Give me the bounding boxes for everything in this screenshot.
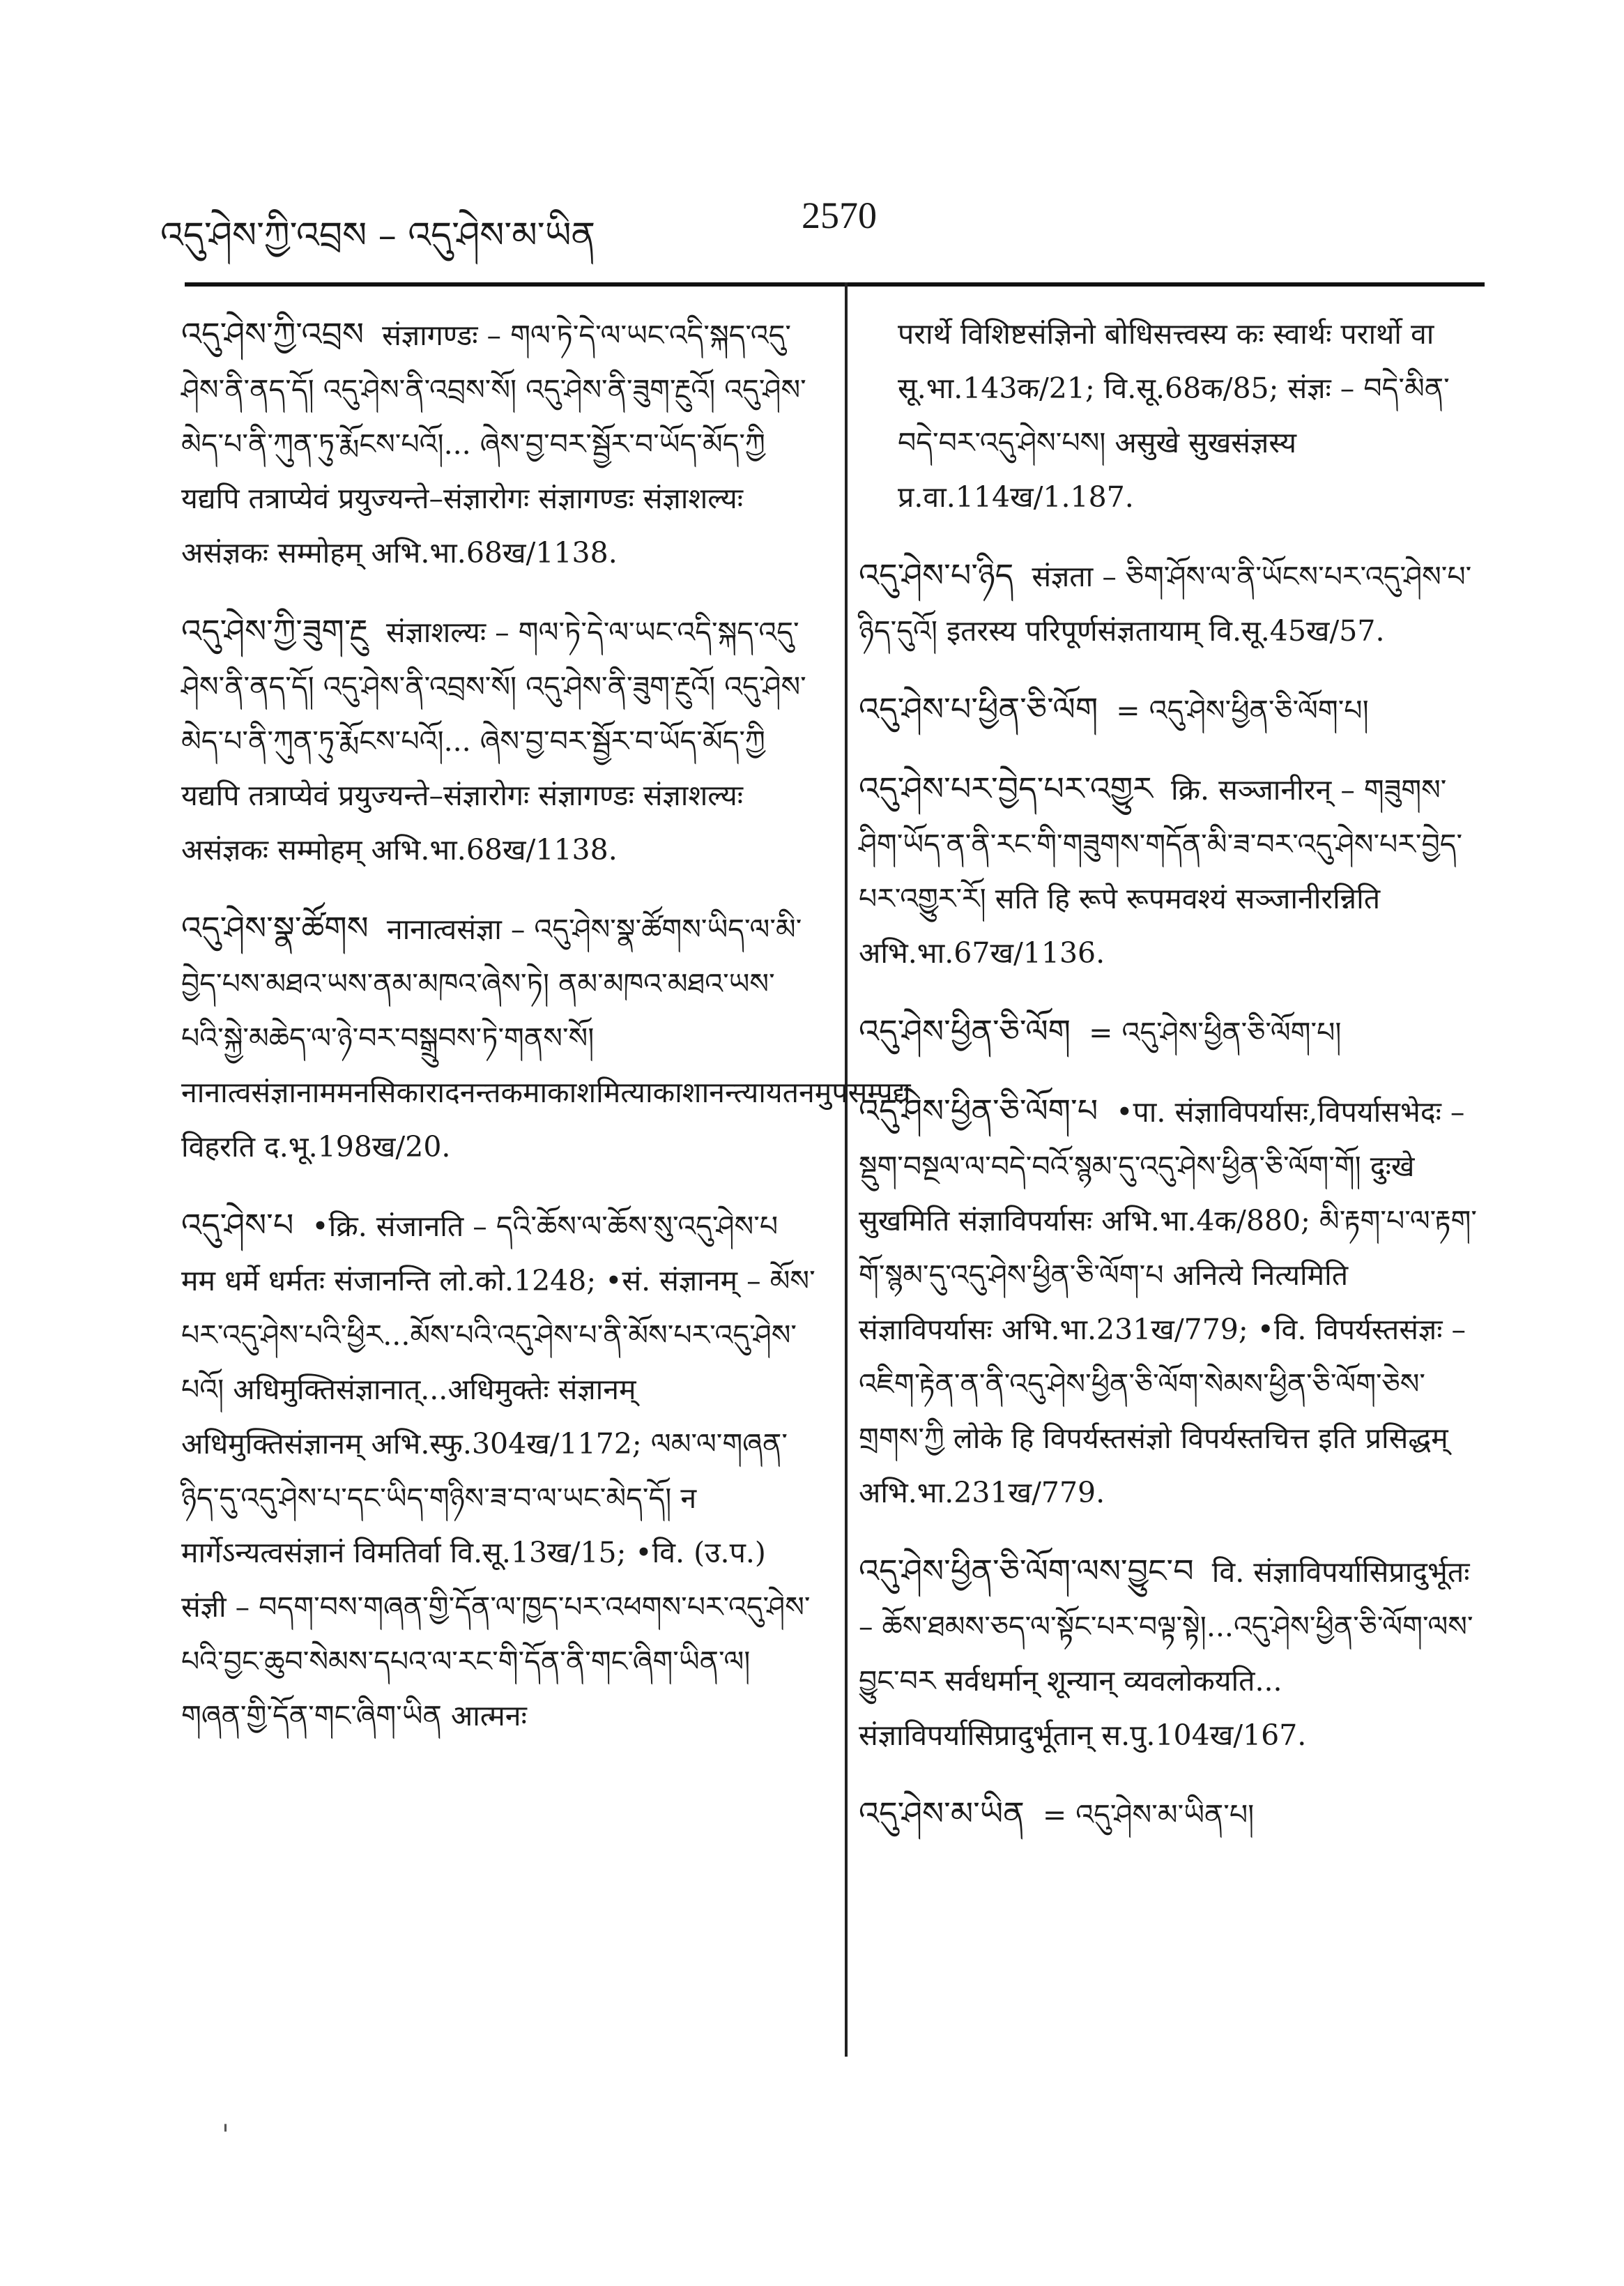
headword: འདུ་ཤེས་ཀྱི་འབྲས xyxy=(181,315,365,353)
dictionary-entry xyxy=(859,682,1479,738)
dictionary-entry xyxy=(181,307,815,580)
entry-body: नानात्वसंज्ञा – འདུ་ཤེས་སྣ་ཚོགས་ཡིད་ལ་མི་བྱེད་པས་མཐའ་ཡས་ནམ་མཁའ་ཞེས་ཏེ། ནམ་མཁའ་མཐའ་ཡས་པའི་སྐྱེ་མཆེད་ལ་ཉེ་བར་བསྒྲུབས་ཏེ་གནས་སོ། नानात्वसंज्ञानाममनसिकारादनन्तकमाकाशमित्याकाशानन्त्यायतनमुपसम्पद्य विहरति द.भू.198ख/20. xyxy=(181,913,911,1164)
header-rule xyxy=(185,282,1485,287)
page-number: 2570 xyxy=(802,195,877,236)
dictionary-entry xyxy=(859,548,1479,658)
dictionary-entry xyxy=(859,1083,1479,1520)
dictionary-entry xyxy=(181,901,911,1174)
headword: འདུ་ཤེས་པ་ཕྱིན་ཅི་ལོག xyxy=(859,690,1098,728)
running-head: འདུ་ཤེས་ཀྱི་འབྲས – འདུ་ཤེས་མ་ཡིན xyxy=(160,215,596,257)
headword: འདུ་ཤེས་ཕྱིན་ཅི་ལོག་ལས་བྱུང་བ xyxy=(859,1552,1194,1590)
headword: འདུ་ཤེས་ཕྱིན་ཅི་ལོག xyxy=(859,1012,1071,1050)
dictionary-entry xyxy=(859,1004,1479,1060)
headword: འདུ་ཤེས་པ་ཉིད xyxy=(859,556,1014,594)
entry-body: संज्ञता – ཅིག་ཤོས་ལ་ནི་ཡོངས་པར་འདུ་ཤེས་པ་ཉིད་དུའོ། इतरस्य परिपूर्णसंज्ञतायाम् वि.सू.45ख/57. xyxy=(859,560,1472,648)
left-column xyxy=(181,307,911,1767)
headword: འདུ་ཤེས་པ xyxy=(181,1206,294,1244)
headword: འདུ་ཤེས་མ་ཡིན xyxy=(859,1794,1025,1832)
headword: འདུ་ཤེས་ཀྱི་ཟུག་རྔུ xyxy=(181,612,368,650)
headword: འདུ་ཤེས་པར་བྱེད་པར་འགྱུར xyxy=(859,770,1153,807)
entry-body: परार्थे विशिष्टसंज्ञिनो बोधिसत्त्वस्य कः स्वार्थः परार्थो वा सू.भा.143क/21; वि.सू.68क/85; संज्ञः – བདེ་མིན་བདེ་བར་འདུ་ཤེས་པས། असुखे सुखसंज्ञस्य प्र.वा.114ख/1.187. xyxy=(898,317,1450,514)
page-header xyxy=(160,188,1485,257)
entry-body: •क्रि. संजानति – དའི་ཆོས་ལ་ཆོས་སུ་འདུ་ཤེས་པ मम धर्मे धर्मतः संजानन्ति लो.को.1248; •सं. संज्ञानम् – མོས་པར་འདུ་ཤེས་པའི་ཕྱིར...མོས་པའི་འདུ་ཤེས་པ་ནི་མོས་པར་འདུ་ཤེས་པའོ། अधिमुक्तिसंज्ञानात्...अधिमुक्तेः संज्ञानम् अधिमुक्तिसंज्ञानम् अभि.स्फु.304ख/1172; ལམ་ལ་གཞན་ཉིད་དུ་འདུ་ཤེས་པ་དང་ཡིད་གཉིས་ཟ་བ་ལ་ཡང་མེད་དོ། न मार्गेऽन्यत्वसंज्ञानं विमतिर्वा वि.सू.13ख/15; •वि. (उ.प.) संज्ञी – བདག་བས་གཞན་གྱི་དོན་ལ་ཁྱད་པར་འཕགས་པར་འདུ་ཤེས་པའི་བྱང་ཆུབ་སེམས་དཔའ་ལ་རང་གི་དོན་ནི་གང་ཞིག་ཡིན་ལ། གཞན་གྱི་དོན་གང་ཞིག་ཡིན आत्मनः xyxy=(181,1210,815,1732)
dictionary-entry-continuation xyxy=(859,307,1479,524)
dictionary-entry xyxy=(859,761,1479,980)
right-column xyxy=(859,307,1479,1866)
column-divider xyxy=(845,282,848,2057)
headword: འདུ་ཤེས་ཕྱིན་ཅི་ལོག་པ xyxy=(859,1092,1098,1129)
entry-body: क्रि. सञ्जानीरन् – གཟུགས་ཤིག་ཡོད་ན་ནི་རང་གི་གཟུགས་གདོན་མི་ཟ་བར་འདུ་ཤེས་པར་བྱེད་པར་འགྱུར་རོ། सति हि रूपे रूपमवश्यं सञ्जानीरन्निति अभि.भा.67ख/1136. xyxy=(859,773,1463,970)
entry-body: संज्ञाशल्यः – གལ་ཏེ་དེ་ལ་ཡང་འདི་སྐད་འདུ་ཤེས་ནི་ནད་དོ། འདུ་ཤེས་ནི་འབྲས་སོ། འདུ་ཤེས་ནི་ཟུག་རྔུའོ། འདུ་ཤེས་མེད་པ་ནི་ཀུན་ཏུ་རྨོངས་པའོ།... ཞེས་བྱ་བར་སྦྱོར་བ་ཡོད་མོད་ཀྱི यद्यपि तत्राप्येवं प्रयुज्यन्ते–संज्ञारोगः संज्ञागण्डः संज्ञाशल्यः असंज्ञकः सम्मोहम् अभि.भा.68ख/1138. xyxy=(181,616,806,867)
dictionary-entry xyxy=(181,1198,815,1743)
stray-mark: ' xyxy=(222,2119,229,2151)
entry-body: = འདུ་ཤེས་ཕྱིན་ཅི་ལོག་པ། xyxy=(1089,1016,1342,1049)
entry-body: वि. संज्ञाविपर्यासिप्रादुर्भूतः – ཆོས་ཐམས་ཅད་ལ་སྟོང་པར་བལྟ་སྟེ།...འདུ་ཤེས་ཕྱིན་ཅི་ལོག་ལས་བྱུང་བར सर्वधर्मान् शून्यान् व्यवलोकयति... संज्ञाविपर्यासिप्रादुर्भूतान् स.पु.104ख/167. xyxy=(859,1555,1473,1752)
dictionary-entry xyxy=(859,1786,1479,1842)
dictionary-entry xyxy=(859,1544,1479,1762)
entry-body: •पा. संज्ञाविपर्यासः,विपर्यासभेदः – སྡུག་བསྔལ་ལ་བདེ་བའོ་སྙམ་དུ་འདུ་ཤེས་ཕྱིན་ཅི་ལོག་གོ། दुःखे सुखमिति संज्ञाविपर्यासः अभि.भा.4क/880; མི་རྟག་པ་ལ་རྟག་གོ་སྙམ་དུ་འདུ་ཤེས་ཕྱིན་ཅི་ལོག་པ अनित्ये नित्यमिति संज्ञाविपर्यासः अभि.भा.231ख/779; •वि. विपर्यस्तसंज्ञः – འཇིག་རྟེན་ན་ནི་འདུ་ཤེས་ཕྱིན་ཅི་ལོག་སེམས་ཕྱིན་ཅི་ལོག་ཅེས་གྲགས་ཀྱི लोके हि विपर्यस्तसंज्ञो विपर्यस्तचित्त इति प्रसिद्धम् अभि.भा.231ख/779. xyxy=(859,1095,1477,1509)
headword: འདུ་ཤེས་སྣ་ཚོགས xyxy=(181,909,369,947)
dictionary-entry xyxy=(181,604,815,877)
entry-body: संज्ञागण्डः – གལ་ཏེ་དེ་ལ་ཡང་འདི་སྐད་འདུ་ཤེས་ནི་ནད་དོ། འདུ་ཤེས་ནི་འབྲས་སོ། འདུ་ཤེས་ནི་ཟུག་རྔུའོ། འདུ་ཤེས་མེད་པ་ནི་ཀུན་ཏུ་རྨོངས་པའོ།... ཞེས་བྱ་བར་སྦྱོར་བ་ཡོད་མོད་ཀྱི यद्यपि तत्राप्येवं प्रयुज्यन्ते–संज्ञारोगः संज्ञागण्डः संज्ञाशल्यः असंज्ञकः सम्मोहम् अभि.भा.68ख/1138. xyxy=(181,319,806,570)
entry-body: = འདུ་ཤེས་མ་ཡིན་པ། xyxy=(1042,1798,1255,1831)
entry-body: = འདུ་ཤེས་ཕྱིན་ཅི་ལོག་པ། xyxy=(1116,694,1369,727)
